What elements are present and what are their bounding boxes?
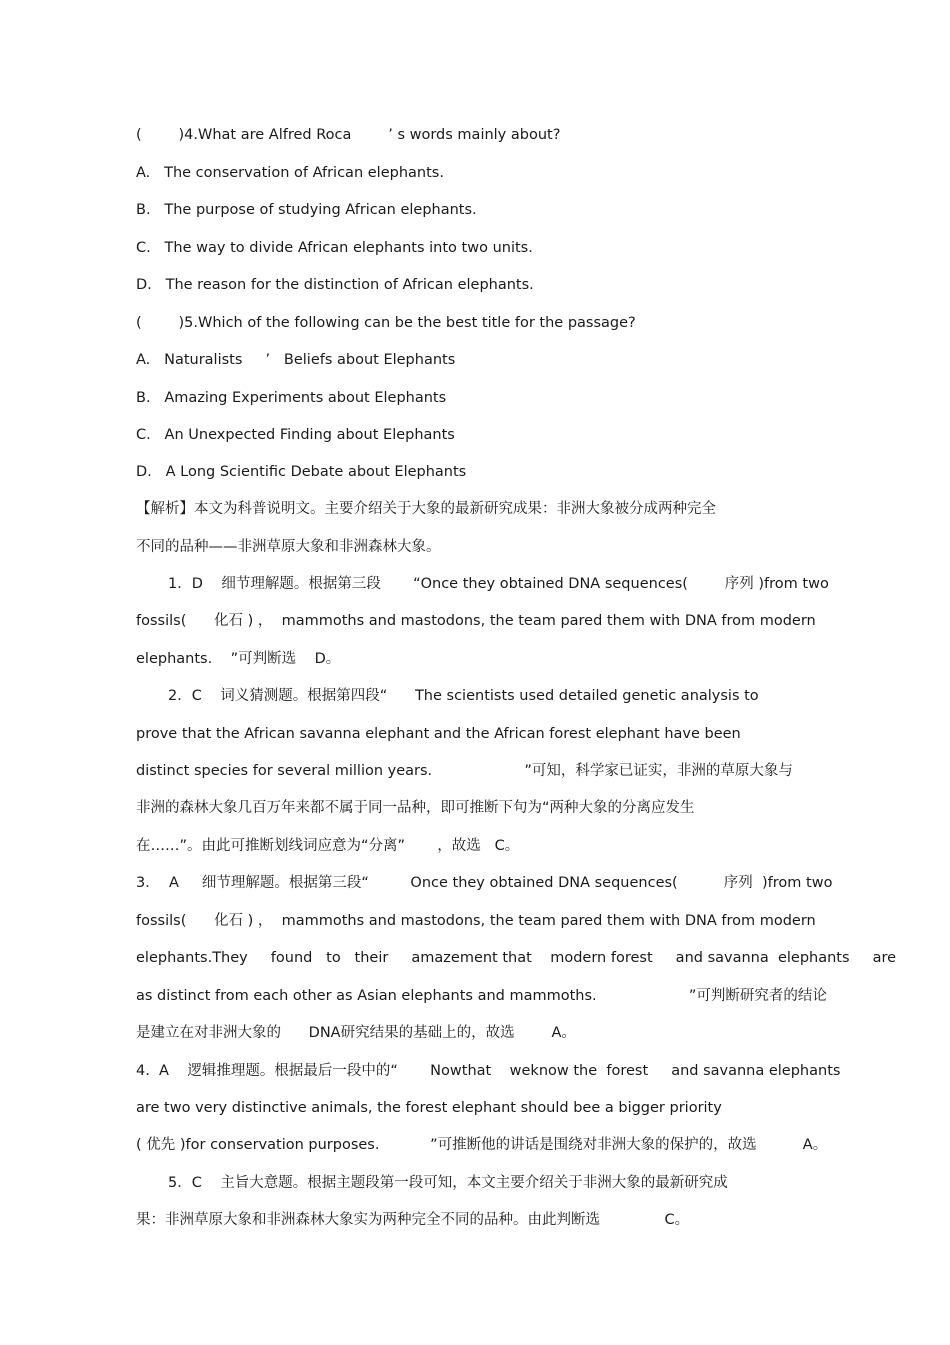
answer-3-line-4: as distinct from each other as Asian elephants and mammoths. ”可判断研究者的结论	[136, 988, 827, 1004]
answer-2-line-2: prove that the African savanna elephant and the African forest elephant have been	[136, 726, 741, 742]
answer-5-line-1: 5．C 主旨大意题。根据主题段第一段可知，本文主要介绍关于非洲大象的最新研究成	[168, 1175, 728, 1191]
question-5-option-a: A. Naturalists ’ Beliefs about Elephants	[136, 352, 456, 368]
answer-2-line-4: 非洲的森林大象几百万年来都不属于同一品种，即可推断下句为“两种大象的分离应发生	[136, 800, 695, 816]
answer-3-line-5: 是建立在对非洲大象的 DNA研究结果的基础上的，故选 A。	[136, 1025, 576, 1041]
question-5-stem: ( )5.Which of the following can be the best title for the passage?	[136, 315, 636, 331]
question-5-option-b: B. Amazing Experiments about Elephants	[136, 390, 447, 406]
question-4-option-b: B. The purpose of studying African elephants.	[136, 202, 477, 218]
question-5-option-d: D. A Long Scientific Debate about Elephants	[136, 464, 467, 480]
answer-1-line-2: fossils( 化石 ) ， mammoths and mastodons, the team pared them with DNA from modern	[136, 613, 816, 629]
answer-3-line-2: fossils( 化石 ) ， mammoths and mastodons, the team pared them with DNA from modern	[136, 913, 816, 929]
answer-1-line-3: elephants. ”可判断选 D。	[136, 651, 341, 667]
answer-2-line-5: 在……”。由此可推断划线词应意为“分离” ，故选 C。	[136, 838, 520, 854]
question-4-option-d: D. The reason for the distinction of African elephants.	[136, 277, 534, 293]
answer-3-line-1: 3． A 细节理解题。根据第三段“ Once they obtained DNA sequences( 序列 )from two	[136, 875, 833, 891]
answer-1-line-1: 1．D 细节理解题。根据第三段 “Once they obtained DNA sequences( 序列 )from two	[168, 576, 829, 592]
answer-3-line-3: elephants.They found to their amazement that modern forest and savanna elephants are	[136, 950, 897, 966]
answer-4-line-2: are two very distinctive animals, the forest elephant should bee a bigger priority	[136, 1100, 722, 1116]
answer-2-line-3: distinct species for several million years. ”可知，科学家已证实，非洲的草原大象与	[136, 763, 793, 779]
analysis-intro-line-2: 不同的品种——非洲草原大象和非洲森林大象。	[136, 539, 441, 555]
analysis-intro-line-1: 【解析】本文为科普说明文。主要介绍关于大象的最新研究成果：非洲大象被分成两种完全	[136, 501, 716, 517]
question-4-option-c: C. The way to divide African elephants into two units.	[136, 240, 533, 256]
answer-2-line-1: 2．C 词义猜测题。根据第四段“ The scientists used detailed genetic analysis to	[168, 688, 759, 704]
answer-5-line-2: 果：非洲草原大象和非洲森林大象实为两种完全不同的品种。由此判断选 C。	[136, 1212, 690, 1228]
answer-4-line-3: ( 优先 )for conservation purposes. ”可推断他的讲话是围绕对非洲大象的保护的，故选 A。	[136, 1137, 828, 1153]
question-5-option-c: C. An Unexpected Finding about Elephants	[136, 427, 455, 443]
question-4-option-a: A. The conservation of African elephants.	[136, 165, 444, 181]
question-4-stem: ( )4.What are Alfred Roca ’ s words mainly about?	[136, 127, 561, 143]
answer-4-line-1: 4. A 逻辑推理题。根据最后一段中的“ Nowthat weknow the forest and savanna elephants	[136, 1063, 841, 1079]
